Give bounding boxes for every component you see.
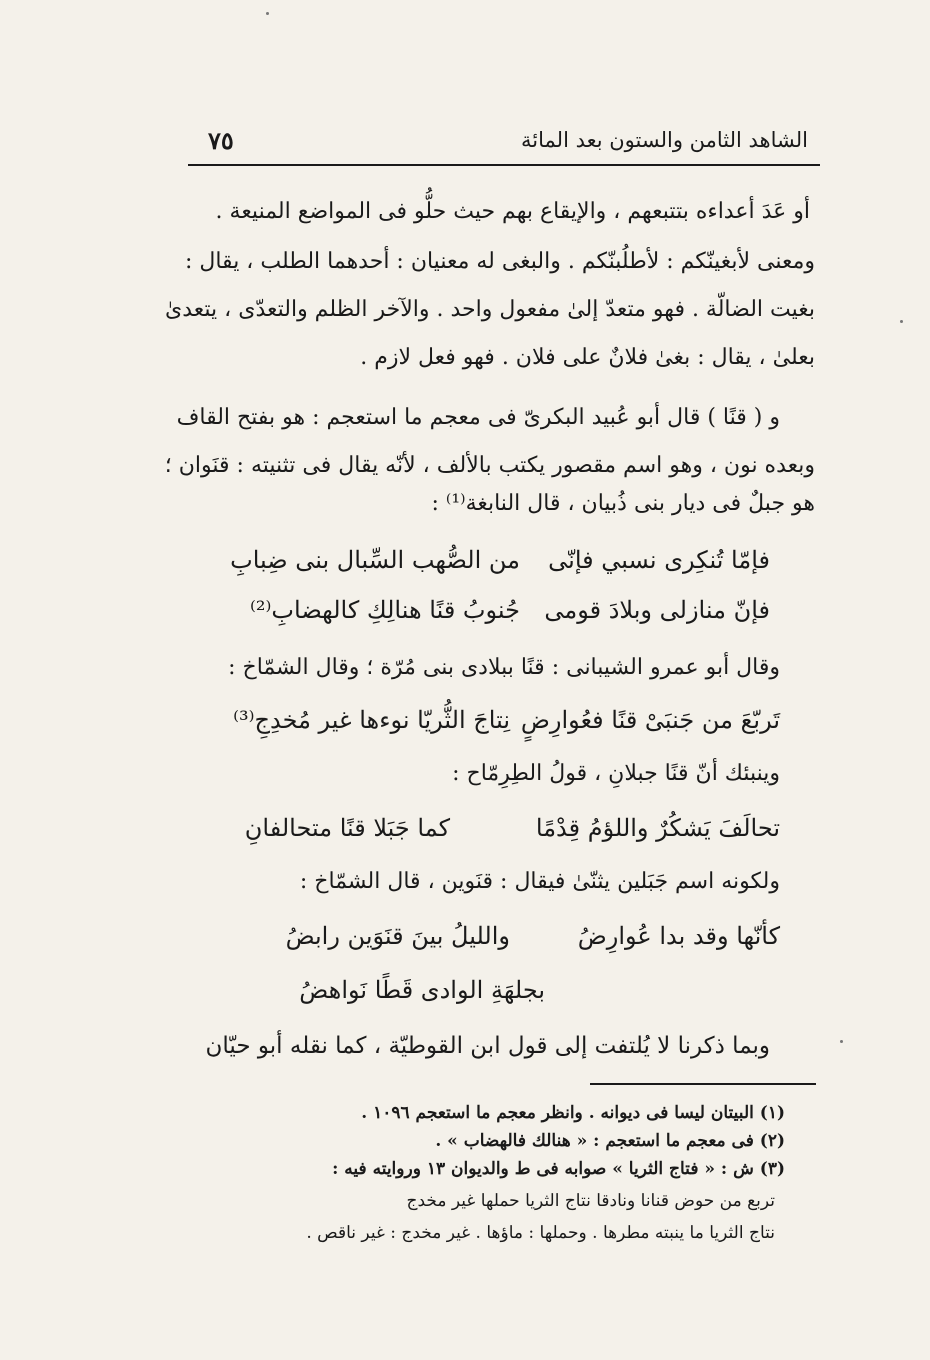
body-line: وبعده نون ، وهو اسم مقصور يكتب بالألف ، لأنّه يقال فى تثنيته : قنَوان ؛ xyxy=(164,453,815,478)
page-number: ٧٥ xyxy=(208,126,234,155)
verse-hemistich: تحالَفَ يَشكُرٌ واللؤمُ قِدْمًا xyxy=(535,814,780,842)
footnote-rule xyxy=(590,1083,816,1085)
verse-hemistich: جُنوبُ قنًا هنالِكِ كالهضابِ⁽²⁾ xyxy=(250,596,520,624)
body-line: وينبئك أنّ قنًا جبلانِ ، قولُ الطِرِمّاح : xyxy=(452,761,780,786)
footnote: (٢) فى معجم ما استعجم : « هنالك فالهضاب » . xyxy=(435,1131,785,1151)
footnote: (١) البيتان ليسا فى ديوانه . وانظر معجم ما استعجم ١٠٩٦ . xyxy=(361,1103,785,1123)
body-line: أو عَدَ أعداءه بتتبعهم ، والإيقاع بهم حيث حلُّو فى المواضع المنيعة . xyxy=(215,199,810,224)
running-title: الشاهد الثامن والستون بعد المائة xyxy=(521,128,808,152)
verse-hemistich: كما جَبَلا قنًا متحالفانِ xyxy=(244,814,450,842)
paper-speck xyxy=(900,320,903,323)
footnote: تربع من حوض قنانا ونادقا نتاج الثريا حملها غير مخدج xyxy=(406,1191,775,1211)
page-header xyxy=(188,126,818,160)
verse-hemistich: تَربّعَ من جَنبَىْ قنًا فعُوارِضٍ xyxy=(520,706,780,734)
body-line: بعلىٰ ، يقال : بغىٰ فلانٌ على فلان . فهو فعل لازم . xyxy=(360,345,815,370)
body-line: ولكونه اسم جَبَلين يثنّىٰ فيقال : قنَوين ، قال الشمّاخ : xyxy=(299,869,780,894)
header-rule xyxy=(188,164,820,166)
footnote: (٣) ش : « فتاج الثريا » صوابه فى ط والديوان ١٣ وروايته فيه : xyxy=(332,1159,785,1179)
verse-hemistich: فإمّا تُنكِرى نسبي فإنّى xyxy=(548,546,770,574)
verse-hemistich: نِتاجَ الثُّريّا نوءها غير مُخدِجِ⁽³⁾ xyxy=(233,706,510,734)
body-line: وبما ذكرنا لا يُلتفت إلى قول ابن القوطيّة ، كما نقله أبو حيّان xyxy=(205,1033,770,1059)
verse-hemistich: كأنّها وقد بدا عُوارِضُ xyxy=(577,922,780,950)
body-line: وقال أبو عمرو الشيبانى : قنًا ببلادى بنى مُرّة ؛ وقال الشمّاخ : xyxy=(228,655,780,680)
body-line: و ( قنًا ) قال أبو عُبيد البكرىّ فى معجم ما استعجم : هو بفتح القاف xyxy=(176,405,780,430)
verse-hemistich: فإنّ منازلى وبلادَ قومى xyxy=(544,596,770,624)
verse-hemistich: والليلُ بينَ قنَوَين رابضُ xyxy=(285,922,510,950)
verse-hemistich: بجلهَةِ الوادى قَطًا نَواهضُ xyxy=(299,976,545,1004)
verse-hemistich: من الصُّهب السِّبال بنى ضِبابِ xyxy=(230,546,520,574)
body-line: هو جبلٌ فى ديار بنى ذُبيان ، قال النابغة⁽¹⁾ : xyxy=(431,491,815,516)
footnote: نتاج الثريا ما ينبته مطرها . وحملها : ماؤها . غير مخدج : غير ناقص . xyxy=(306,1223,775,1243)
body-line: ومعنى لأبغينّكم : لأطلُبنّكم . والبغى له معنيان : أحدهما الطلب ، يقال : xyxy=(184,249,815,274)
body-line: بغيت الضالّة . فهو متعدّ إلىٰ مفعول واحد . والآخر الظلم والتعدّى ، يتعدىٰ xyxy=(165,297,815,322)
paper-speck xyxy=(266,12,269,15)
paper-speck xyxy=(840,1040,843,1043)
